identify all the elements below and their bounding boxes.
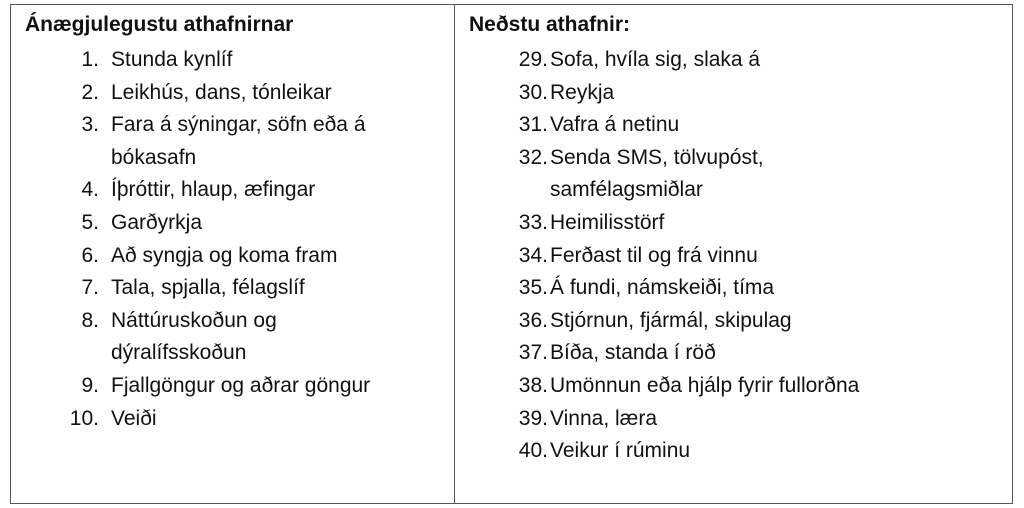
- right-column: [455, 5, 1012, 503]
- item-text: [548, 435, 970, 468]
- item-number: 32.: [518, 145, 548, 169]
- item-number: 35.: [518, 276, 548, 300]
- activities-table: [10, 4, 1013, 504]
- item-number: 4.: [81, 178, 99, 202]
- item-number: 30.: [518, 80, 548, 104]
- item-number: 34.: [518, 243, 548, 267]
- item-number: 1.: [81, 48, 99, 71]
- item-text-line: Umönnun eða hjálp fyrir fullorðna: [550, 373, 860, 397]
- item-text-line: Heimilisstörf: [550, 210, 665, 234]
- item-number: 39.: [518, 406, 548, 430]
- right-list-item: [11, 403, 1001, 436]
- item-text: [548, 77, 970, 110]
- item-number: 37.: [518, 341, 548, 365]
- item-text: [548, 337, 970, 370]
- item-text: [548, 305, 970, 338]
- right-list-item: [11, 44, 1001, 77]
- item-text-line: Fara á sýningar, söfn eða á: [111, 113, 366, 137]
- right-list-item: [11, 435, 1001, 468]
- item-number: 31.: [518, 113, 548, 137]
- right-list: [11, 44, 1001, 468]
- item-text-line: Vafra á netinu: [550, 113, 680, 137]
- right-list-item: [11, 240, 1001, 273]
- item-text: [548, 207, 970, 240]
- item-text-line: Reykja: [550, 80, 615, 104]
- item-text-line: Stunda kynlíf: [111, 48, 233, 71]
- item-text: [548, 44, 970, 77]
- item-text-line: Bíða, standa í röð: [550, 341, 716, 365]
- item-text-line: Að syngja og koma fram: [111, 243, 338, 267]
- item-number: 2.: [81, 80, 99, 104]
- item-number: 36.: [518, 308, 548, 332]
- right-list-item: [11, 109, 1001, 142]
- item-text-line: Ferðast til og frá vinnu: [550, 243, 758, 267]
- item-text-line: Garðyrkja: [111, 210, 203, 234]
- item-text-line: Veikur í rúminu: [550, 439, 691, 463]
- item-text-line: Tala, spjalla, félagslíf: [111, 276, 305, 300]
- right-list-item: [11, 207, 1001, 240]
- item-number: 8.: [81, 308, 99, 332]
- item-text: [548, 370, 970, 403]
- item-text-line: Fjallgöngur og aðrar göngur: [111, 373, 371, 397]
- item-number: 33.: [518, 210, 548, 234]
- item-text-line: Náttúruskoðun og: [111, 308, 277, 332]
- item-number: 3.: [81, 113, 99, 137]
- item-text-line: Leikhús, dans, tónleikar: [111, 80, 332, 104]
- item-text-line: Íþróttir, hlaup, æfingar: [111, 178, 316, 202]
- item-text-line: Á fundi, námskeiði, tíma: [550, 276, 775, 300]
- item-text-line: dýralífsskoðun: [111, 341, 247, 365]
- item-text-line: Stjórnun, fjármál, skipulag: [550, 308, 792, 332]
- item-text: [548, 272, 970, 305]
- item-text: [548, 403, 970, 436]
- item-number: 10.: [69, 406, 99, 430]
- item-text: [548, 142, 970, 207]
- right-list-item: [11, 142, 1001, 207]
- item-text-line: bókasafn: [111, 145, 197, 169]
- item-text: [548, 109, 970, 142]
- right-column-header: Neðstu athafnir:: [469, 13, 631, 36]
- item-number: 5.: [81, 210, 99, 234]
- right-list-item: [11, 272, 1001, 305]
- item-number: 9.: [81, 373, 99, 397]
- item-number: 6.: [81, 243, 99, 267]
- item-number: 38.: [518, 373, 548, 397]
- item-number: 40.: [518, 439, 548, 463]
- item-text-line: Veiði: [111, 406, 157, 430]
- left-column-header: Ánægjulegustu athafnirnar: [25, 13, 294, 36]
- item-text-line: Sofa, hvíla sig, slaka á: [550, 48, 761, 71]
- right-list-item: [11, 77, 1001, 110]
- right-list-item: [11, 305, 1001, 338]
- item-number: 29.: [518, 48, 548, 71]
- item-number: 7.: [81, 276, 99, 300]
- right-list-item: [11, 337, 1001, 370]
- right-list-item: [11, 370, 1001, 403]
- item-text-line: Vinna, læra: [550, 406, 658, 430]
- item-text-line: samfélagsmiðlar: [550, 178, 703, 202]
- item-text: [548, 240, 970, 273]
- item-text-line: Senda SMS, tölvupóst,: [550, 145, 764, 169]
